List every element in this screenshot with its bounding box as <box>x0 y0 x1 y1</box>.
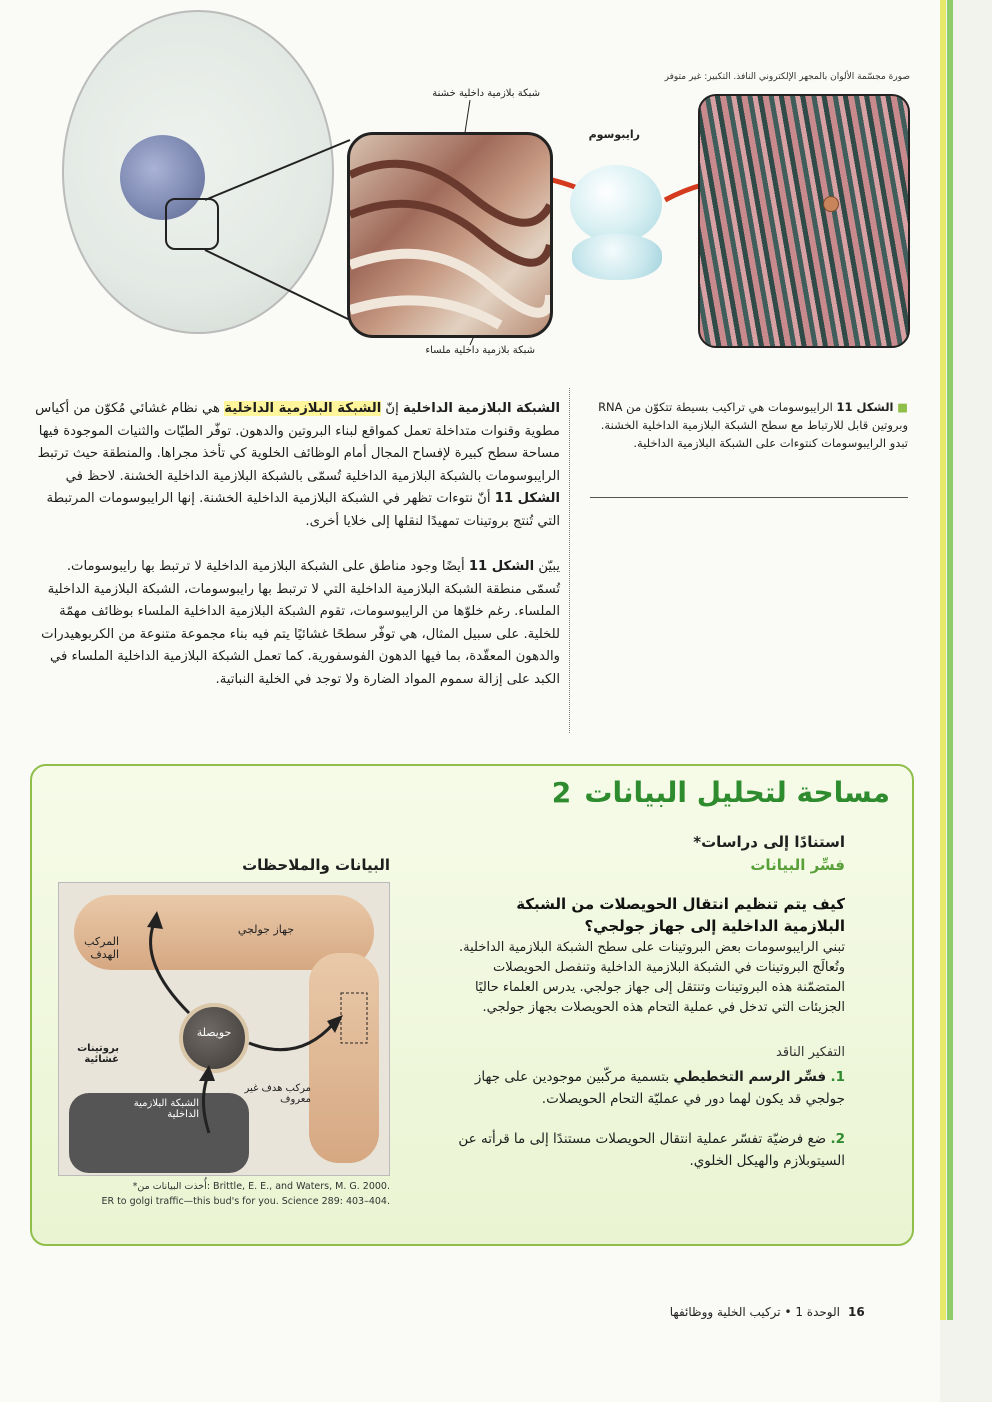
question-number: 2. <box>830 1131 845 1147</box>
rough-er-closeup <box>347 132 553 338</box>
interpret-data-heading: فسِّر البيانات <box>750 856 845 874</box>
ribosome-dot-marker <box>823 196 839 212</box>
caption-divider <box>590 497 908 498</box>
caption-figure-label: الشكل 11 <box>836 400 894 414</box>
main-paragraph-2 <box>30 556 560 691</box>
zoom-line <box>205 250 350 320</box>
question-1 <box>450 1066 845 1110</box>
golgi-label: جهاز جولجي <box>237 923 294 936</box>
page-edge <box>940 0 946 1320</box>
question-skill: فسِّر الرسم التخطيطي <box>673 1069 827 1085</box>
critical-thinking-heading: التفكير الناقد <box>776 1045 845 1060</box>
zoom-line <box>205 140 350 200</box>
vesicle-label: حويصلة <box>196 1026 232 1039</box>
ribosome-large-subunit <box>570 165 662 243</box>
smooth-er-label: شبكة بلازمية داخلية ملساء <box>425 345 535 356</box>
text-run: إنّ <box>385 401 399 416</box>
main-paragraph-1 <box>30 398 560 533</box>
figure-reference: الشكل 11 <box>468 559 535 574</box>
unknown-target-label: مركب هدف غير معروف <box>244 1083 311 1105</box>
section-term: الشبكة البلازمية الداخلية <box>402 401 560 416</box>
caption-text: الرايبوسومات هي تراكيب بسيطة تتكوّن من RNA وبروتين قابل للارتباط مع سطح الشبكة البلازمية الداخلية الخشنة. تبدو الرايبوسومات كنتوءات على الشبكة البلازمية الداخلية. <box>598 400 908 450</box>
question-2 <box>450 1128 845 1172</box>
vocab-highlight: الشبكة البلازمية الداخلية <box>224 401 382 416</box>
lab-description: تبني الرايبوسومات بعض البروتينات على سطح الشبكة البلازمية الداخلية. وتُعالَج البروتينات في الشبكة البلازمية الداخلية وتنفصل الحويصلات المتضمّنة هذه البروتينات وتنتقل إلى جهاز جولجي. يدرس العلماء حاليًا الجزيئات التي تدخل في عملية التحام هذه الحويصلات بجهاز جولجي. <box>458 940 845 1015</box>
figure-caption <box>590 398 908 452</box>
text-run: أنّ نتوءات تظهر في الشبكة البلازمية الداخلية الخشنة. إنها الرايبوسومات المرتبطة التي تُنتج بروتينات تمهيدًا لنقلها إلى خلايا أخرى. <box>46 491 560 529</box>
data-observations-heading: البيانات والملاحظات <box>242 856 390 874</box>
lab-title: مساحة لتحليل البيانات <box>584 776 890 809</box>
tem-micrograph <box>698 94 910 348</box>
lab-title-row <box>440 776 890 809</box>
membrane-proteins-label: بروتينات غشائية <box>77 1043 119 1065</box>
source-citation-line1: *أُخذت البيانات من: Brittle, E. E., and Waters, M. G. 2000. <box>132 1181 390 1192</box>
vesicle-transport-diagram <box>58 882 390 1176</box>
lab-question: كيف يتم تنظيم انتقال الحويصلات من الشبكة البلازمية الداخلية إلى جهاز جولجي؟ <box>516 895 845 935</box>
based-on-studies: استنادًا إلى دراسات* <box>693 833 845 851</box>
text-run: أيضًا وجود مناطق على الشبكة البلازمية الداخلية لا ترتبط بها رايبوسومات. تُسمّى منطقة الشبكة البلازمية الداخلية التي لا ترتبط بها رايبوسومات، الشبكة البلازمية الداخلية الملساء. رغم خلوّها من الرايبوسومات، تقوم الشبكة البلازمية الداخلية الملساء بوظائف مهمّة للخلية. على سبيل المثال، هي توفّر سطحًا غشائيًا يتم فيه بناء مجموعة متنوعة من الكربوهيدرات والدهون المعقّدة، بما فيها الدهون الفوسفورية. كما تعمل الشبكة البلازمية الداخلية الملساء في الكبد على إزالة سموم المواد الضارة ولا توجد في الخلية النباتية. <box>41 559 560 687</box>
rough-er-label: شبكة بلازمية داخلية خشنة <box>432 88 540 99</box>
ribosome-label: رايبوسوم <box>588 128 640 141</box>
page-edge <box>947 0 953 1320</box>
lab-number: 2 <box>551 776 572 809</box>
page-number: 16 <box>848 1305 865 1319</box>
question-number: 1. <box>830 1069 845 1085</box>
unit-title: الوحدة 1 • تركيب الخلية ووظائفها <box>669 1305 840 1319</box>
ribosome-small-subunit <box>572 234 662 280</box>
source-citation-line2: ER to golgi traffic—this bud's for you. Science 289: 403–404. <box>101 1196 390 1207</box>
question-text: بتسمية مركّبين موجودين على جهاز جولجي قد يكون لهما دور في عمليّة التحام الحويصلات. <box>474 1069 845 1107</box>
column-divider <box>569 388 570 733</box>
question-text: ضع فرضيّة تفسّر عملية انتقال الحويصلات مستندًا إلى ما قرأته عن السيتوبلازم والهيكل الخلوي. <box>458 1131 845 1169</box>
er-label: الشبكة البلازمية الداخلية <box>133 1098 199 1120</box>
caption-bullet-icon: ■ <box>897 400 908 414</box>
figure-reference: الشكل 11 <box>494 491 560 506</box>
text-run: هي نظام غشائي مُكوّن من أكياس مطوية وقنوات متداخلة تعمل كمواقع لبناء البروتين والدهون. توفّر الطيّات والثنيات الموجودة فيها مساحة سطح كبيرة لإفساح المجال أمام الوظائف الخلوية كي تأخذ مجراها. والمنطقة حيث ترتبط الرايبوسومات بالشبكة البلازمية الداخلية تُسمّى بالشبكة البلازمية الداخلية الخشنة. لاحظ في <box>35 401 560 484</box>
micrograph-caption: صورة مجسّمة الألوان بالمجهر الإلكتروني النافذ. التكبير: غير متوفر <box>664 72 910 82</box>
target-complex-label: المركب الهدف <box>84 935 119 961</box>
text-run: يبيّن <box>538 559 560 574</box>
